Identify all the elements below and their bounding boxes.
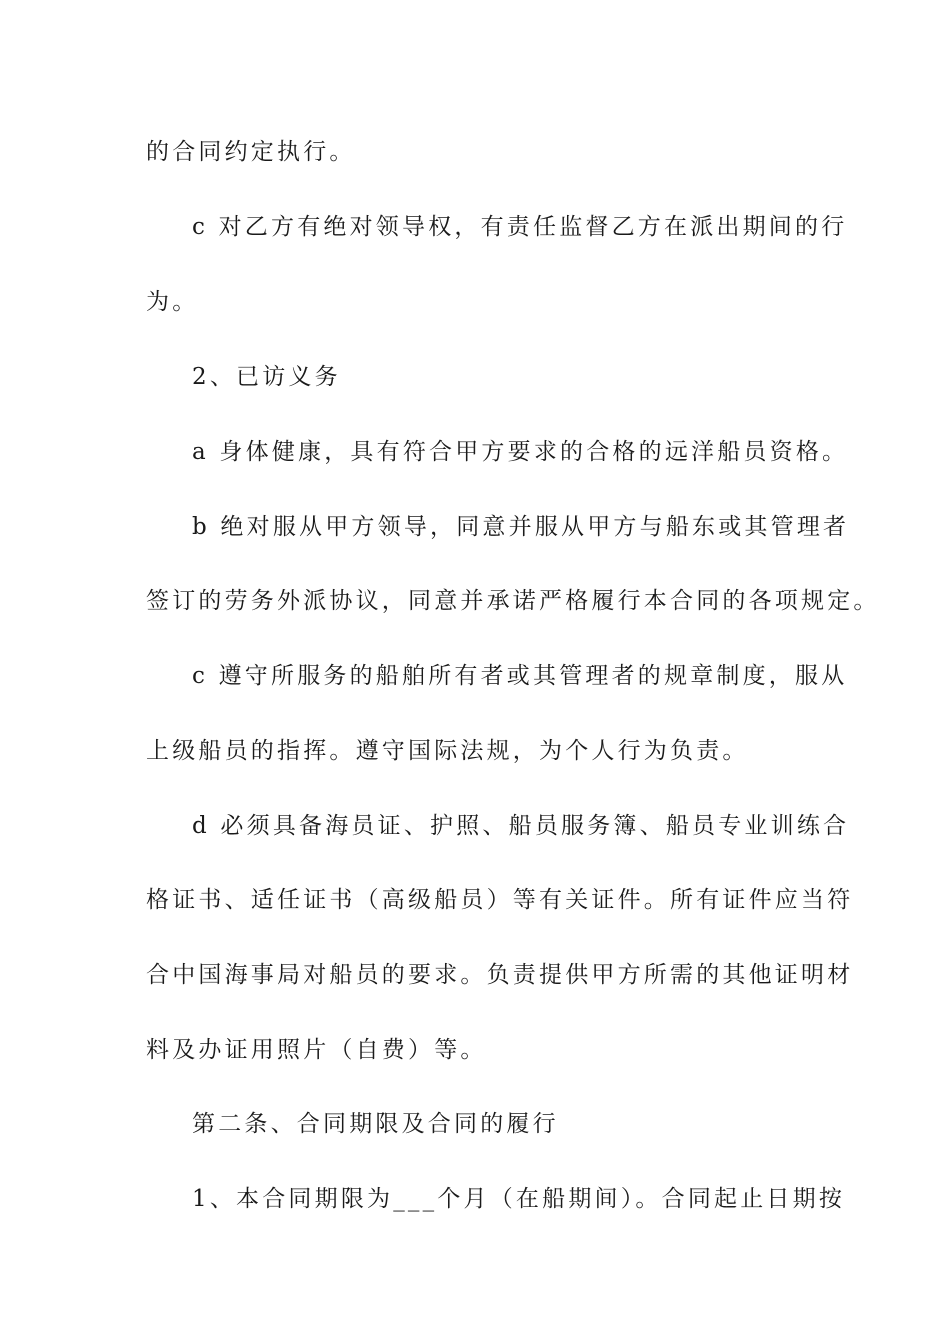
text-line: 料及办证用照片（自费）等。 [146,1037,487,1063]
text-line: 1、本合同期限为___个月（在船期间）。合同起止日期按 [192,1186,846,1212]
text-line: 的合同约定执行。 [146,139,356,165]
text-line: c 对乙方有绝对领导权，有责任监督乙方在派出期间的行 [192,214,848,240]
text-line: a 身体健康，具有符合甲方要求的合格的远洋船员资格。 [192,439,849,465]
text-line: 为。 [146,289,199,315]
text-line: c 遵守所服务的船舶所有者或其管理者的规章制度，服从 [192,663,848,689]
text-line: 签订的劳务外派协议，同意并承诺严格履行本合同的各项规定。 [146,588,880,614]
text-line: b 绝对服从甲方领导，同意并服从甲方与船东或其管理者 [192,514,850,540]
text-line: 格证书、适任证书（高级船员）等有关证件。所有证件应当符 [146,887,854,913]
section-heading: 2、已访义务 [192,364,341,390]
text-line: d 必须具备海员证、护照、船员服务簿、船员专业训练合 [192,813,850,839]
text-line: 合中国海事局对船员的要求。负责提供甲方所需的其他证明材 [146,962,854,988]
text-line: 上级船员的指挥。遵守国际法规，为个人行为负责。 [146,738,749,764]
article-heading: 第二条、合同期限及合同的履行 [192,1111,559,1137]
